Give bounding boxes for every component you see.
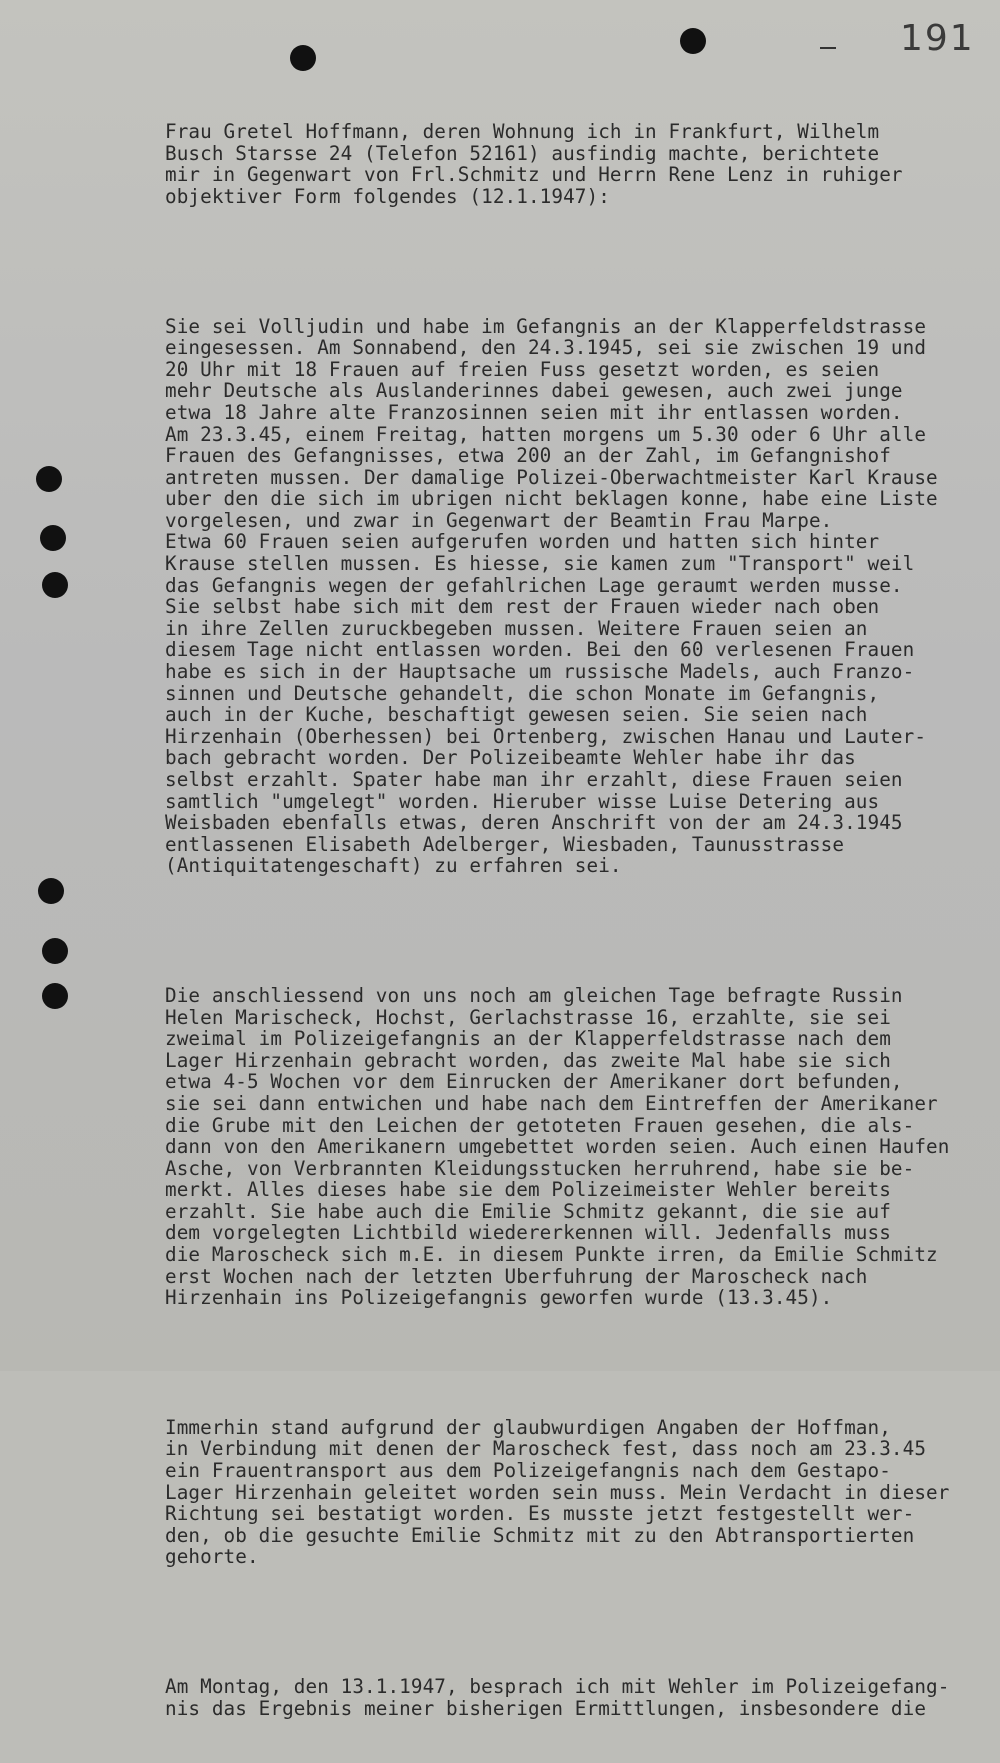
text-line: die Maroscheck sich m.E. in diesem Punkte irren, da Emilie Schmitz	[165, 1243, 938, 1267]
text-line: dem vorgelegten Lichtbild wiedererkennen will. Jedenfalls muss	[165, 1221, 891, 1245]
text-line: sie sei dann entwichen und habe nach dem Eintreffen der Amerikaner	[165, 1091, 938, 1115]
text-line: die Grube mit den Leichen der getoteten Frauen gesehen, die als-	[165, 1113, 915, 1137]
text-line: Hirzenhain (Oberhessen) bei Ortenberg, zwischen Hanau und Lauter-	[165, 724, 927, 748]
text-line: Asche, von Verbrannten Kleidungsstucken herruhrend, habe sie be-	[165, 1156, 915, 1180]
punch-hole	[40, 525, 66, 551]
punch-hole	[38, 878, 64, 904]
text-line: eingesessen. Am Sonnabend, den 24.3.1945, sei sie zwischen 19 und	[165, 336, 927, 360]
text-line: Hirzenhain ins Polizeigefangnis geworfen wurde (13.3.45).	[165, 1286, 833, 1310]
text-line: bach gebracht worden. Der Polizeibeamte Wehler habe ihr das	[165, 746, 856, 770]
text-line: etwa 18 Jahre alte Franzosinnen seien mit ihr entlassen worden.	[165, 400, 903, 424]
text-line: Etwa 60 Frauen seien aufgerufen worden und hatten sich hinter	[165, 530, 880, 554]
text-line: zweimal im Polizeigefangnis an der Klapperfeldstrasse nach dem	[165, 1027, 891, 1051]
punch-hole	[680, 28, 706, 54]
text-line: habe es sich in der Hauptsache um russische Madels, auch Franzo-	[165, 660, 915, 684]
paragraph	[165, 985, 995, 1309]
text-line: Die anschliessend von uns noch am gleichen Tage befragte Russin	[165, 983, 903, 1007]
text-line: Lager Hirzenhain gebracht worden, das zweite Mal habe sie sich	[165, 1048, 891, 1072]
punch-hole	[42, 572, 68, 598]
text-line: dann von den Amerikanern umgebettet worden seien. Auch einen Haufen	[165, 1135, 950, 1159]
text-line: Immerhin stand aufgrund der glaubwurdigen Angaben der Hoffman,	[165, 1415, 891, 1439]
text-line: gehorte.	[165, 1545, 259, 1569]
text-line: antreten mussen. Der damalige Polizei-Oberwachtmeister Karl Krause	[165, 465, 938, 489]
text-line: Helen Marischeck, Hochst, Gerlachstrasse 16, erzahlte, sie sei	[165, 1005, 891, 1029]
text-line: auch in der Kuche, beschaftigt gewesen seien. Sie seien nach	[165, 703, 868, 727]
text-line: Weisbaden ebenfalls etwas, deren Anschrift von der am 24.3.1945	[165, 811, 903, 835]
page-number: 191	[900, 18, 975, 59]
text-line: in ihre Zellen zuruckbegeben mussen. Weitere Frauen seien an	[165, 616, 868, 640]
text-line: Krause stellen mussen. Es hiesse, sie kamen zum "Transport" weil	[165, 552, 915, 576]
text-line: samtlich "umgelegt" worden. Hieruber wisse Luise Detering aus	[165, 789, 880, 813]
text-line: Busch Starsse 24 (Telefon 52161) ausfindig machte, berichtete	[165, 141, 880, 165]
paragraph	[165, 1417, 995, 1568]
text-line: erst Wochen nach der letzten Uberfuhrung der Maroscheck nach	[165, 1264, 868, 1288]
text-line: merkt. Alles dieses habe sie dem Polizeimeister Wehler bereits	[165, 1178, 891, 1202]
paragraph	[165, 1676, 995, 1719]
text-line: mehr Deutsche als Auslanderinnes dabei gewesen, auch zwei junge	[165, 379, 903, 403]
text-line: Richtung sei bestatigt worden. Es musste jetzt festgestellt wer-	[165, 1502, 915, 1526]
text-line: 20 Uhr mit 18 Frauen auf freien Fuss gesetzt worden, es seien	[165, 357, 880, 381]
punch-hole	[42, 983, 68, 1009]
text-line: Sie selbst habe sich mit dem rest der Frauen wieder nach oben	[165, 595, 880, 619]
text-line: (Antiquitatengeschaft) zu erfahren sei.	[165, 854, 622, 878]
text-line: Am Montag, den 13.1.1947, besprach ich mit Wehler im Polizeigefang-	[165, 1674, 950, 1698]
text-line: ein Frauentransport aus dem Polizeigefangnis nach dem Gestapo-	[165, 1459, 891, 1482]
text-line: vorgelesen, und zwar in Gegenwart der Beamtin Frau Marpe.	[165, 508, 833, 532]
punch-hole	[290, 45, 316, 71]
document-body	[165, 78, 995, 1762]
text-line: objektiver Form folgendes (12.1.1947):	[165, 184, 610, 208]
text-line: selbst erzahlt. Spater habe man ihr erzahlt, diese Frauen seien	[165, 768, 903, 791]
text-line: den, ob die gesuchte Emilie Schmitz mit zu den Abtransportierten	[165, 1523, 915, 1547]
punch-hole	[42, 938, 68, 964]
text-line: Sie sei Volljudin und habe im Gefangnis an der Klapperfeldstrasse	[165, 314, 927, 338]
text-line: Am 23.3.45, einem Freitag, hatten morgens um 5.30 oder 6 Uhr alle	[165, 422, 927, 446]
text-line: uber den die sich im ubrigen nicht beklagen konne, habe eine Liste	[165, 487, 938, 511]
text-line: erzahlt. Sie habe auch die Emilie Schmitz gekannt, die sie auf	[165, 1199, 891, 1223]
punch-hole	[36, 466, 62, 492]
text-line: Frau Gretel Hoffmann, deren Wohnung ich in Frankfurt, Wilhelm	[165, 120, 880, 144]
corner-mark	[820, 47, 836, 49]
text-line: diesem Tage nicht entlassen worden. Bei den 60 verlesenen Frauen	[165, 638, 915, 662]
text-line: sinnen und Deutsche gehandelt, die schon Monate im Gefangnis,	[165, 681, 880, 705]
text-line: Frauen des Gefangnisses, etwa 200 an der Zahl, im Gefangnishof	[165, 444, 891, 468]
text-line: in Verbindung mit denen der Maroscheck fest, dass noch am 23.3.45	[165, 1437, 927, 1461]
text-line: mir in Gegenwart von Frl.Schmitz und Herrn Rene Lenz in ruhiger	[165, 163, 903, 187]
paragraph	[165, 121, 995, 207]
text-line: nis das Ergebnis meiner bisherigen Ermittlungen, insbesondere die	[165, 1696, 927, 1720]
paragraph	[165, 316, 995, 877]
text-line: etwa 4-5 Wochen vor dem Einrucken der Amerikaner dort befunden,	[165, 1070, 903, 1094]
text-line: entlassenen Elisabeth Adelberger, Wiesbaden, Taunusstrasse	[165, 832, 845, 856]
text-line: Lager Hirzenhain geleitet worden sein muss. Mein Verdacht in dieser	[165, 1480, 950, 1504]
text-line: das Gefangnis wegen der gefahlrichen Lage geraumt werden musse.	[165, 573, 903, 597]
